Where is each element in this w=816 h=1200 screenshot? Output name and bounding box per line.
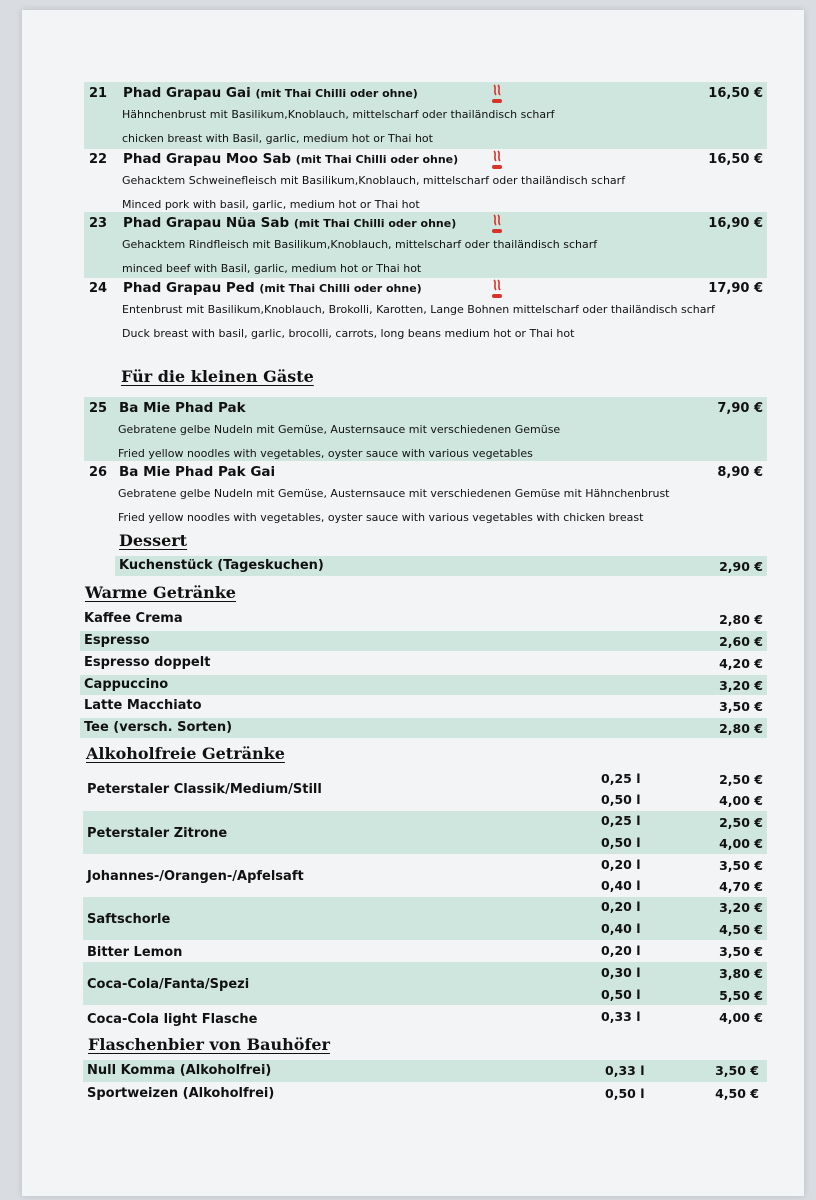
dish-note: (mit Thai Chilli oder ohne)	[295, 153, 459, 166]
dish-title: Phad Grapau Gai	[123, 85, 251, 101]
dish-description-en: Duck breast with basil, garlic, brocolli, carrots, long beans medium hot or Thai hot	[122, 327, 575, 340]
item-price: 3,50 €	[719, 699, 763, 714]
item-volume: 0,33 l	[601, 1009, 641, 1024]
soft-drink-group	[83, 854, 767, 897]
item-price: 2,60 €	[719, 634, 763, 649]
dish-price: 16,50 €	[708, 86, 763, 101]
dish-22	[84, 148, 767, 213]
item-volume: 0,25 l	[601, 771, 641, 786]
item-price: 3,20 €	[719, 678, 763, 693]
dish-24	[84, 277, 767, 343]
dish-description-de: Hähnchenbrust mit Basilikum,Knoblauch, mittelscharf oder thailändisch scharf	[122, 108, 555, 121]
soft-drink-group	[83, 768, 767, 811]
item-price: 2,90 €	[719, 559, 763, 574]
dish-name: Ba Mie Phad Pak	[119, 400, 246, 416]
item-name: Kaffee Crema	[84, 611, 183, 626]
item-price: 3,50 €	[715, 1063, 759, 1078]
item-name: Cappuccino	[84, 677, 169, 692]
item-price: 3,80 €	[719, 966, 763, 981]
item-volume: 0,20 l	[601, 857, 641, 872]
soft-drink-group	[83, 962, 767, 1005]
item-name: Johannes-/Orangen-/Apfelsaft	[87, 869, 304, 884]
item-volume: 0,50 l	[601, 835, 641, 850]
soft-drink-group	[83, 1005, 767, 1031]
item-volume: 0,40 l	[601, 921, 641, 936]
item-name: Espresso doppelt	[84, 655, 211, 670]
item-volume: 0,50 l	[605, 1086, 645, 1101]
item-name: Latte Macchiato	[84, 698, 202, 713]
dish-name	[123, 151, 458, 167]
section-title-warm-drinks: Warme Getränke	[85, 583, 236, 602]
dish-description-de: Gehacktem Rindfleisch mit Basilikum,Knoblauch, mittelscharf oder thailändisch scharf	[122, 238, 598, 251]
item-volume: 0,20 l	[601, 943, 641, 958]
chili-pepper-icon	[490, 84, 504, 106]
dish-price: 8,90 €	[717, 465, 763, 480]
dish-number: 21	[89, 86, 108, 101]
soft-drink-group	[83, 897, 767, 940]
dish-21	[84, 82, 767, 149]
item-volume: 0,40 l	[601, 878, 641, 893]
warm-drink-row	[80, 696, 767, 716]
item-price: 4,00 €	[719, 836, 763, 851]
dish-number: 25	[89, 401, 108, 416]
item-price: 2,50 €	[719, 772, 763, 787]
dish-description-de: Entenbrust mit Basilikum,Knoblauch, Brokolli, Karotten, Lange Bohnen mittelscharf oder thailändisch scharf	[122, 303, 715, 316]
dish-number: 22	[89, 152, 108, 167]
item-price: 3,50 €	[719, 858, 763, 873]
dish-name	[123, 280, 422, 296]
item-price: 3,50 €	[719, 944, 763, 959]
dish-note: (mit Thai Chilli oder ohne)	[255, 87, 418, 100]
item-price: 4,70 €	[719, 879, 763, 894]
item-name: Espresso	[84, 633, 150, 648]
item-volume: 0,30 l	[601, 965, 641, 980]
item-price: 2,50 €	[719, 815, 763, 830]
dish-26	[84, 461, 767, 527]
dish-name: Ba Mie Phad Pak Gai	[119, 464, 276, 480]
item-name: Kuchenstück (Tageskuchen)	[119, 558, 324, 573]
item-name: Peterstaler Classik/Medium/Still	[87, 782, 322, 797]
dish-25	[84, 397, 767, 461]
dish-description-en: minced beef with Basil, garlic, medium hot or Thai hot	[122, 262, 422, 275]
dish-description-de: Gebratene gelbe Nudeln mit Gemüse, Austernsauce mit verschiedenen Gemüse mit Hähnchenbrust	[118, 487, 670, 500]
item-volume: 0,25 l	[601, 813, 641, 828]
section-title-dessert: Dessert	[119, 531, 188, 550]
item-price: 4,00 €	[719, 793, 763, 808]
dish-title: Phad Grapau Moo Sab	[123, 151, 292, 167]
dish-description-de: Gehacktem Schweinefleisch mit Basilikum,Knoblauch, mittelscharf oder thailändisch scharf	[122, 174, 626, 187]
item-price: 2,80 €	[719, 612, 763, 627]
item-name: Coca-Cola light Flasche	[87, 1012, 258, 1027]
item-name: Coca-Cola/Fanta/Spezi	[87, 977, 250, 992]
dish-name	[123, 85, 418, 101]
dish-number: 26	[89, 465, 108, 480]
soft-drink-group	[83, 811, 767, 854]
dish-price: 16,90 €	[708, 216, 763, 231]
dish-description-en: chicken breast with Basil, garlic, medium hot or Thai hot	[122, 132, 433, 145]
dish-description-en: Fried yellow noodles with vegetables, oyster sauce with various vegetables	[118, 447, 533, 460]
item-price: 2,80 €	[719, 721, 763, 736]
item-price: 4,20 €	[719, 656, 763, 671]
dessert-row	[115, 556, 767, 576]
section-title-soft-drinks: Alkoholfreie Getränke	[86, 744, 285, 763]
chili-pepper-icon	[490, 214, 504, 236]
soft-drink-group	[83, 940, 767, 962]
beer-row	[83, 1060, 767, 1082]
item-name: Bitter Lemon	[87, 945, 183, 960]
item-volume: 0,33 l	[605, 1063, 645, 1078]
warm-drink-row	[80, 631, 767, 651]
dish-number: 23	[89, 216, 108, 231]
item-name: Null Komma (Alkoholfrei)	[87, 1063, 272, 1078]
chili-pepper-icon	[490, 279, 504, 301]
item-volume: 0,50 l	[601, 987, 641, 1002]
warm-drink-row	[80, 675, 767, 695]
item-volume: 0,50 l	[601, 792, 641, 807]
chili-pepper-icon	[490, 150, 504, 172]
dish-title: Phad Grapau Ped	[123, 280, 255, 296]
section-title-beer: Flaschenbier von Bauhöfer	[88, 1035, 330, 1054]
item-price: 4,50 €	[715, 1086, 759, 1101]
dish-description-de: Gebratene gelbe Nudeln mit Gemüse, Austernsauce mit verschiedenen Gemüse	[118, 423, 561, 436]
item-price: 4,50 €	[719, 922, 763, 937]
dish-description-en: Minced pork with basil, garlic, medium hot or Thai hot	[122, 198, 420, 211]
warm-drink-row	[80, 653, 767, 673]
dish-name	[123, 215, 456, 231]
item-volume: 0,20 l	[601, 899, 641, 914]
dish-note: (mit Thai Chilli oder ohne)	[259, 282, 422, 295]
dish-title: Phad Grapau Nüa Sab	[123, 215, 290, 231]
item-name: Tee (versch. Sorten)	[84, 720, 233, 735]
dish-price: 7,90 €	[717, 401, 763, 416]
item-name: Saftschorle	[87, 912, 171, 927]
dish-23	[84, 212, 767, 278]
item-price: 3,20 €	[719, 900, 763, 915]
dish-note: (mit Thai Chilli oder ohne)	[293, 217, 457, 230]
warm-drink-row	[80, 718, 767, 738]
item-name: Peterstaler Zitrone	[87, 826, 228, 841]
dish-number: 24	[89, 281, 108, 296]
beer-row	[83, 1082, 767, 1104]
dish-price: 16,50 €	[708, 152, 763, 167]
item-price: 5,50 €	[719, 988, 763, 1003]
warm-drink-row	[80, 609, 767, 629]
dish-price: 17,90 €	[708, 281, 763, 296]
section-title-kids: Für die kleinen Gäste	[121, 367, 314, 386]
item-price: 4,00 €	[719, 1010, 763, 1025]
item-name: Sportweizen (Alkoholfrei)	[87, 1086, 275, 1101]
dish-description-en: Fried yellow noodles with vegetables, oyster sauce with various vegetables with chicken breast	[118, 511, 644, 524]
